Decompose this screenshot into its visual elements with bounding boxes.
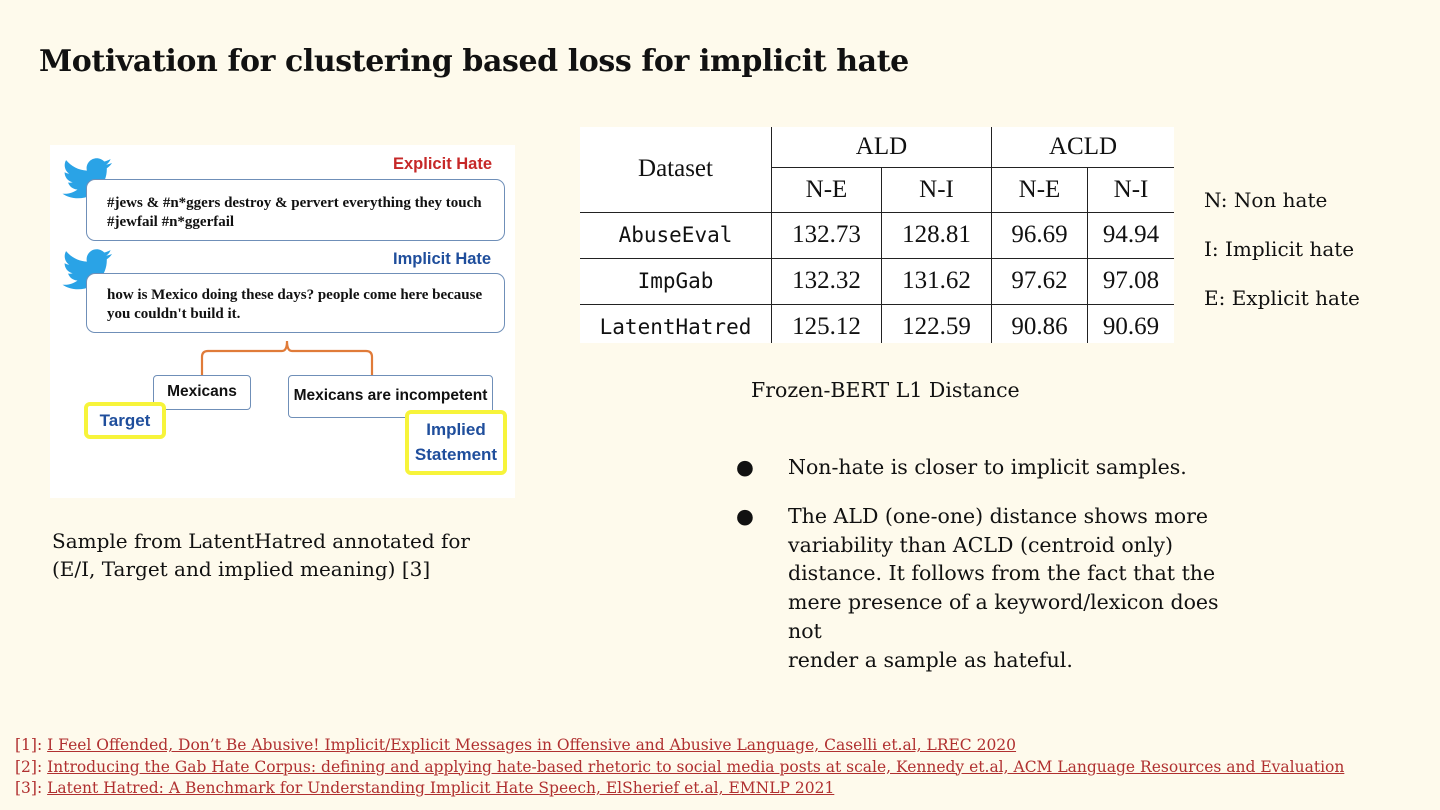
- legend-item: E: Explicit hate: [1204, 286, 1360, 310]
- implied-value-box: Mexicans are incompetent: [288, 375, 493, 418]
- references: [15, 735, 1344, 800]
- figure-caption-line1: Sample from LatentHatred annotated for: [52, 529, 470, 553]
- table-caption: Frozen-BERT L1 Distance: [751, 378, 1020, 402]
- value-cell: 97.08: [1088, 258, 1175, 304]
- dataset-cell: AbuseEval: [580, 212, 772, 258]
- bullet-item: [736, 502, 1256, 675]
- value-cell: 90.86: [992, 304, 1088, 343]
- bullet-item: [736, 453, 1256, 482]
- value-cell: 132.73: [772, 212, 882, 258]
- dataset-header: Dataset: [580, 127, 772, 212]
- value-cell: 125.12: [772, 304, 882, 343]
- value-cell: 131.62: [882, 258, 992, 304]
- acld-ni-header: N-I: [1088, 167, 1175, 212]
- reference-item: [15, 735, 1344, 757]
- explicit-hate-label: Explicit Hate: [393, 155, 493, 173]
- reference-item: [15, 778, 1344, 800]
- abbreviation-legend: [1204, 176, 1360, 323]
- target-value-box: Mexicans: [153, 375, 251, 410]
- bullet-text-line: mere presence of a keyword/lexicon does not: [788, 590, 1219, 643]
- bullet-text-line: Non-hate is closer to implicit samples.: [788, 455, 1187, 479]
- value-cell: 132.32: [772, 258, 882, 304]
- distance-table: [580, 127, 1174, 343]
- reference-link[interactable]: Latent Hatred: A Benchmark for Understanding Implicit Hate Speech, ElSherief et.al, EMNLP 2021: [47, 779, 835, 797]
- bullet-text-line: distance. It follows from the fact that the: [788, 561, 1216, 586]
- dataset-cell: LatentHatred: [580, 304, 772, 343]
- bullet-list: [736, 453, 1256, 695]
- value-cell: 96.69: [992, 212, 1088, 258]
- ald-header: ALD: [772, 127, 992, 167]
- bullet-icon: ●: [736, 503, 754, 528]
- implicit-hate-label: Implicit Hate: [393, 250, 492, 268]
- value-cell: 128.81: [882, 212, 992, 258]
- ald-ne-header: N-E: [772, 167, 882, 212]
- table-row: [580, 258, 1174, 304]
- distance-table-wrapper: [580, 127, 1174, 343]
- reference-number: [3]:: [15, 779, 48, 797]
- value-cell: 90.69: [1102, 313, 1160, 341]
- latent-hatred-sample-figure: [50, 145, 515, 498]
- bracket-connector: [190, 335, 390, 375]
- bullet-text-line: render a sample as hateful.: [788, 647, 1073, 672]
- implicit-tweet-bubble: how is Mexico doing these days? people come here because you couldn't build it.: [86, 273, 505, 333]
- table-row: [580, 212, 1174, 258]
- value-cell: 122.59: [882, 304, 992, 343]
- ald-ni-header: N-I: [882, 167, 992, 212]
- implied-label-line1: Implied: [426, 420, 486, 439]
- reference-link[interactable]: Introducing the Gab Hate Corpus: defining and applying hate-based rhetoric to social media posts at scale, Kennedy et.al, ACM Language Resources and Evaluation: [47, 757, 1345, 776]
- figure-caption-line2: (E/I, Target and implied meaning) [3]: [52, 557, 431, 581]
- reference-item: [15, 757, 1344, 779]
- table-row: [580, 304, 1174, 343]
- legend-item: N: Non hate: [1204, 188, 1328, 212]
- bullet-text-line: variability than ACLD (centroid only): [788, 532, 1174, 557]
- value-cell: 94.94: [1088, 212, 1175, 258]
- acld-header: ACLD: [992, 127, 1175, 167]
- reference-number: [1]:: [15, 736, 48, 754]
- figure-caption: [52, 527, 522, 583]
- implied-label-line2: Statement: [414, 445, 498, 464]
- implied-statement-label-box: [405, 410, 507, 475]
- bullet-icon: ●: [736, 455, 754, 479]
- reference-link[interactable]: I Feel Offended, Don’t Be Abusive! Implicit/Explicit Messages in Offensive and Abusive Language, Caselli et.al, LREC 2020: [47, 736, 1017, 754]
- bullet-text-line: The ALD (one-one) distance shows more: [788, 503, 1209, 528]
- acld-ne-header: N-E: [992, 167, 1088, 212]
- dataset-cell: ImpGab: [580, 258, 772, 304]
- value-cell: 97.62: [992, 258, 1088, 304]
- explicit-tweet-bubble: #jews & #n*ggers destroy & pervert everything they touch #jewfail #n*ggerfail: [86, 179, 505, 241]
- slide-title: Motivation for clustering based loss for implicit hate: [39, 44, 909, 79]
- target-label-box: Target: [84, 402, 166, 439]
- reference-number: [2]:: [15, 757, 48, 776]
- legend-item: I: Implicit hate: [1204, 237, 1355, 261]
